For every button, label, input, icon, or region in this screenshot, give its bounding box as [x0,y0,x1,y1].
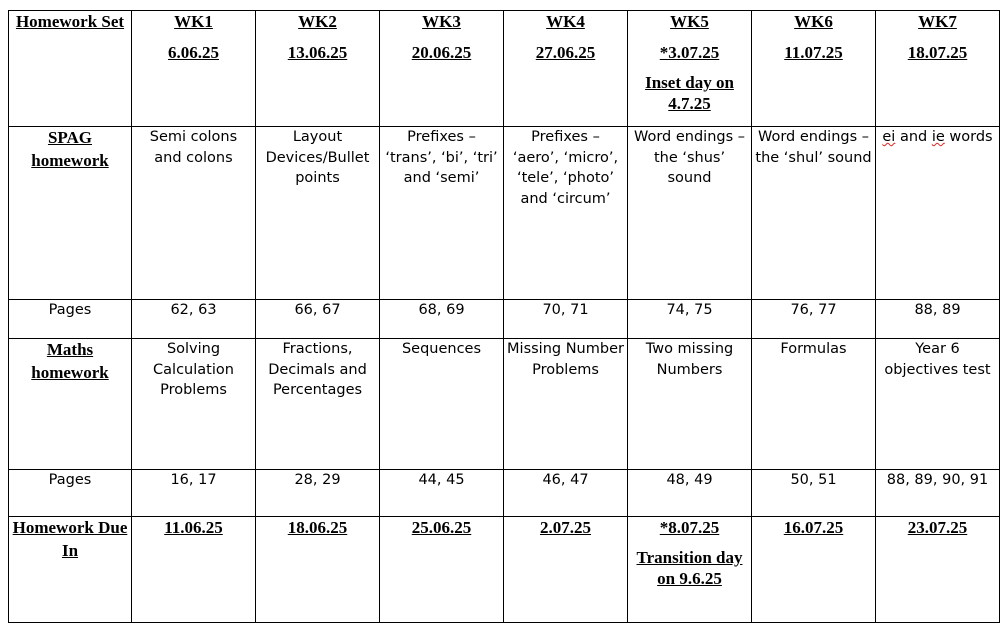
pages-cell: 16, 17 [132,470,256,517]
due-date: 16.07.25 [752,517,876,623]
spellcheck-word: ei [882,129,896,145]
pages-label: Pages [9,470,132,517]
spag-topic: ei and ie words [876,127,1000,300]
spag-row [9,127,1000,300]
maths-topic: Formulas [752,339,876,470]
inset-day-note: Inset day on 4.7.25 [645,73,734,113]
due-date: 23.07.25 [876,517,1000,623]
pages-label: Pages [9,300,132,339]
pages-cell: 76, 77 [752,300,876,339]
spag-topic: Semi colons and colons [132,127,256,300]
maths-row [9,339,1000,470]
week-header: WK2 13.06.25 [256,11,380,127]
maths-pages-row [9,470,1000,517]
pages-cell: 88, 89 [876,300,1000,339]
week-header: WK5 *3.07.25 Inset day on 4.7.25 [628,11,752,127]
maths-topic: Sequences [380,339,504,470]
pages-cell: 88, 89, 90, 91 [876,470,1000,517]
homework-schedule-table [8,10,1000,623]
week-header: WK7 18.07.25 [876,11,1000,127]
due-date: 25.06.25 [380,517,504,623]
pages-cell: 70, 71 [504,300,628,339]
pages-cell: 28, 29 [256,470,380,517]
spag-topic: Prefixes – ‘trans’, ‘bi’, ‘tri’ and ‘semi’ [380,127,504,300]
due-date: 18.06.25 [256,517,380,623]
maths-topic: Solving Calculation Problems [132,339,256,470]
maths-topic: Missing Number Problems [504,339,628,470]
due-in-row [9,517,1000,623]
pages-cell: 68, 69 [380,300,504,339]
due-in-label: Homework Due In [9,517,132,623]
spag-topic: Word endings – the ‘shus’ sound [628,127,752,300]
homework-set-label: Homework Set [9,11,132,127]
due-date: 2.07.25 [504,517,628,623]
pages-cell: 48, 49 [628,470,752,517]
pages-cell: 74, 75 [628,300,752,339]
pages-cell: 50, 51 [752,470,876,517]
maths-topic: Fractions, Decimals and Percentages [256,339,380,470]
week-header: WK1 6.06.25 [132,11,256,127]
week-header: WK3 20.06.25 [380,11,504,127]
pages-cell: 46, 47 [504,470,628,517]
pages-cell: 62, 63 [132,300,256,339]
maths-topic: Year 6 objectives test [876,339,1000,470]
week-header: WK4 27.06.25 [504,11,628,127]
week-header: WK6 11.07.25 [752,11,876,127]
maths-label: Maths homework [9,339,132,470]
transition-day-note: Transition day on 9.6.25 [636,548,743,588]
spag-label: SPAG homework [9,127,132,300]
maths-topic: Two missing Numbers [628,339,752,470]
spag-pages-row [9,300,1000,339]
pages-cell: 44, 45 [380,470,504,517]
due-date: *8.07.25 Transition day on 9.6.25 [628,517,752,623]
spag-topic: Word endings – the ‘shul’ sound [752,127,876,300]
pages-cell: 66, 67 [256,300,380,339]
due-date: 11.06.25 [132,517,256,623]
header-row [9,11,1000,127]
spellcheck-word: ie [931,129,945,145]
spag-topic: Layout Devices/Bullet points [256,127,380,300]
spag-topic: Prefixes – ‘aero’, ‘micro’, ‘tele’, ‘photo’ and ‘circum’ [504,127,628,300]
